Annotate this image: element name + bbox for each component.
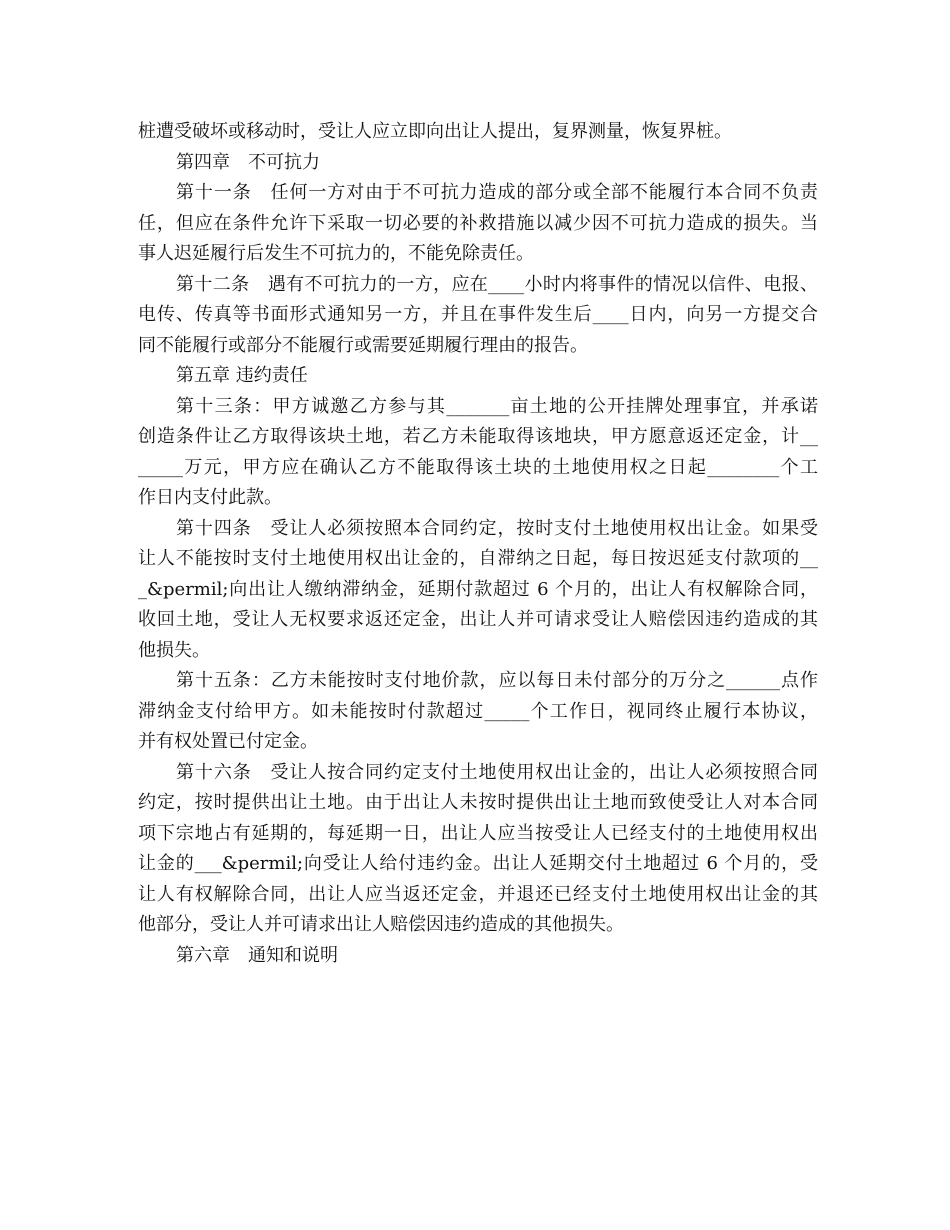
paragraph-start-line: 第六章 通知和说明 [176,944,338,966]
paragraph-start-line: 第十六条 受让人按合同约定支付土地使用权出让金的，出让人必须按照合同 [176,761,818,783]
text-line: 让金的___&permil;向受让人给付违约金。出让人延期交付土地超过 6 个月的，受 [138,853,818,874]
paragraph-start-line: 第十二条 遇有不可抗力的一方，应在____小时内将事件的情况以信件、电报、 [176,273,818,295]
paragraph-start-line: 第十三条：甲方诚邀乙方参与其_______亩土地的公开挂牌处理事宜，并承诺 [176,395,818,417]
text-line: 收回土地，受让人无权要求返还定金，出让人并可请求受让人赔偿因违约造成的其 [138,609,818,630]
text-line: 约定，按时提供出让土地。由于出让人未按时提供出让土地而致使受让人对本合同 [138,792,818,813]
text-line: _&permil;向出让人缴纳滞纳金，延期付款超过 6 个月的，出让人有权解除合同， [138,578,818,600]
text-line: 事人迟延履行后发生不可抗力的，不能免除责任。 [138,243,534,264]
text-line: 作日内支付此款。 [138,487,282,508]
text-line: 让人不能按时支付土地使用权出让金的，自滞纳之日起，每日按迟延支付款项的__ [138,548,818,569]
text-line: 任，但应在条件允许下采取一切必要的补救措施以减少因不可抗力造成的损失。当 [138,212,818,234]
text-line: _____万元，甲方应在确认乙方不能取得该土块的土地使用权之日起________个工 [138,456,818,478]
paragraph-start-line: 第十一条 任何一方对由于不可抗力造成的部分或全部不能履行本合同不负责 [176,182,818,203]
text-line: 同不能履行或部分不能履行或需要延期履行理由的报告。 [138,334,588,356]
text-line: 并有权处置已付定金。 [138,731,318,752]
text-line: 让人有权解除合同，出让人应当返还定金，并退还已经支付土地使用权出让金的其 [138,883,818,905]
text-line: 电传、传真等书面形式通知另一方，并且在事件发生后____日内，向另一方提交合 [138,304,818,325]
document-body [138,117,818,971]
paragraph-start-line: 第四章 不可抗力 [176,151,320,173]
text-line: 他部分，受让人并可请求出让人赔偿因违约造成的其他损失。 [138,914,624,935]
text-line: 桩遭受破坏或移动时，受让人应立即向出让人提出，复界测量，恢复界桩。 [138,121,732,142]
text-line: 他损失。 [138,639,210,661]
paragraph-start-line: 第十五条：乙方未能按时支付地价款，应以每日未付部分的万分之______点作 [176,670,818,691]
text-line: 创造条件让乙方取得该块土地，若乙方未能取得该地块，甲方愿意返还定金，计__ [138,426,818,447]
text-line: 滞纳金支付给甲方。如未能按时付款超过_____个工作日，视同终止履行本协议， [138,700,818,722]
paragraph-start-line: 第五章 违约责任 [176,365,308,386]
paragraph-start-line: 第十四条 受让人必须按照本合同约定，按时支付土地使用权出让金。如果受 [176,517,818,539]
text-line: 项下宗地占有延期的，每延期一日，出让人应当按受让人已经支付的土地使用权出 [138,822,818,844]
